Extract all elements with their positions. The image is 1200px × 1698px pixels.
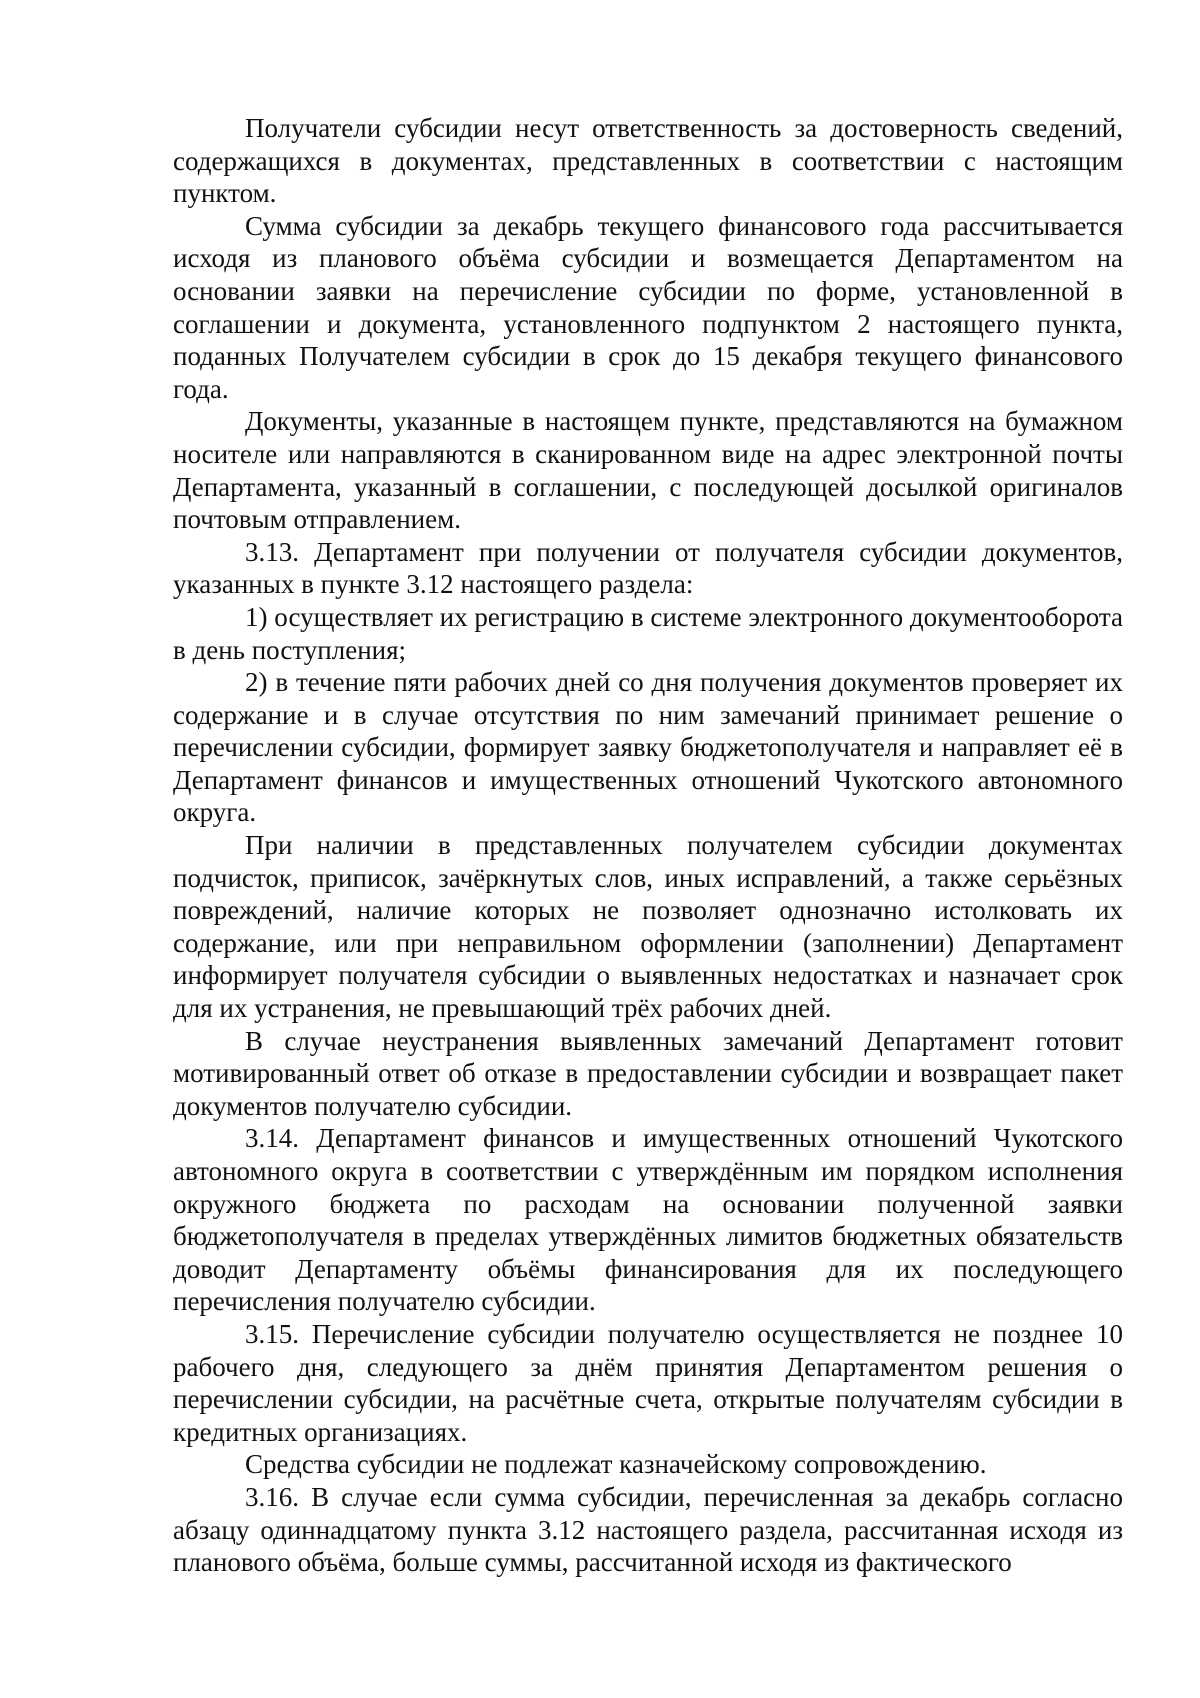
paragraph-responsibility: Получатели субсидии несут ответственность за достоверность сведений, содержащихся в документах, представленных в соответствии с настоящим пунктом. (173, 113, 1123, 209)
paragraph-3-13-item-2: 2) в течение пяти рабочих дней со дня получения документов проверяет их содержание и в случае отсутствия по ним замечаний принимает решение о перечислении субсидии, формирует заявку бюджетополучателя и направляет её в Департамент финансов и имущественных отношений Чукотского автономного округа. (173, 667, 1123, 828)
paragraph-refusal: В случае неустранения выявленных замечаний Департамент готовит мотивированный ответ об отказе в предоставлении субсидии и возвращает пакет документов получателю субсидии. (173, 1025, 1123, 1121)
paragraph-december-subsidy: Сумма субсидии за декабрь текущего финансового года рассчитывается исходя из планового объёма субсидии и возмещается Департаментом на основании заявки на перечисление субсидии по форме, установленной в соглашении и документа, установленного подпунктом 2 настоящего пункта, поданных Получателем субсидии в срок до 15 декабря текущего финансового года. (173, 210, 1123, 404)
paragraph-3-13: 3.13. Департамент при получении от получателя субсидии документов, указанных в пункте 3.12 настоящего раздела: (173, 536, 1123, 600)
document-page (173, 112, 1123, 1579)
paragraph-3-15: 3.15. Перечисление субсидии получателю осуществляется не позднее 10 рабочего дня, следующего за днём принятия Департаментом решения о перечислении субсидии, на расчётные счета, открытые получателям субсидии в кредитных организациях. (173, 1318, 1123, 1447)
paragraph-3-14: 3.14. Департамент финансов и имущественных отношений Чукотского автономного округа в соответствии с утверждённым им порядком исполнения окружного бюджета по расходам на основании полученной заявки бюджетополучателя в пределах утверждённых лимитов бюджетных обязательств доводит Департаменту объёмы финансирования для их последующего перечисления получателю субсидии. (173, 1123, 1123, 1317)
paragraph-treasury: Средства субсидии не подлежат казначейскому сопровождению. (245, 1449, 987, 1480)
paragraph-documents-submission: Документы, указанные в настоящем пункте, представляются на бумажном носителе или направляются в сканированном виде на адрес электронной почты Департамента, указанный в соглашении, с последующей досылкой оригиналов почтовым отправлением. (173, 406, 1123, 535)
paragraph-corrections: При наличии в представленных получателем субсидии документах подчисток, приписок, зачёркнутых слов, иных исправлений, а также серьёзных повреждений, наличие которых не позволяет однозначно истолковать их содержание, или при неправильном оформлении (заполнении) Департамент информирует получателя субсидии о выявленных недостатках и назначает срок для их устранения, не превышающий трёх рабочих дней. (173, 830, 1123, 1024)
paragraph-3-16: 3.16. В случае если сумма субсидии, перечисленная за декабрь согласно абзацу одиннадцатому пункта 3.12 настоящего раздела, рассчитанная исходя из планового объёма, больше суммы, рассчитанной исходя из фактического (173, 1481, 1123, 1578)
paragraph-3-13-item-1: 1) осуществляет их регистрацию в системе электронного документооборота в день поступления; (173, 601, 1123, 665)
